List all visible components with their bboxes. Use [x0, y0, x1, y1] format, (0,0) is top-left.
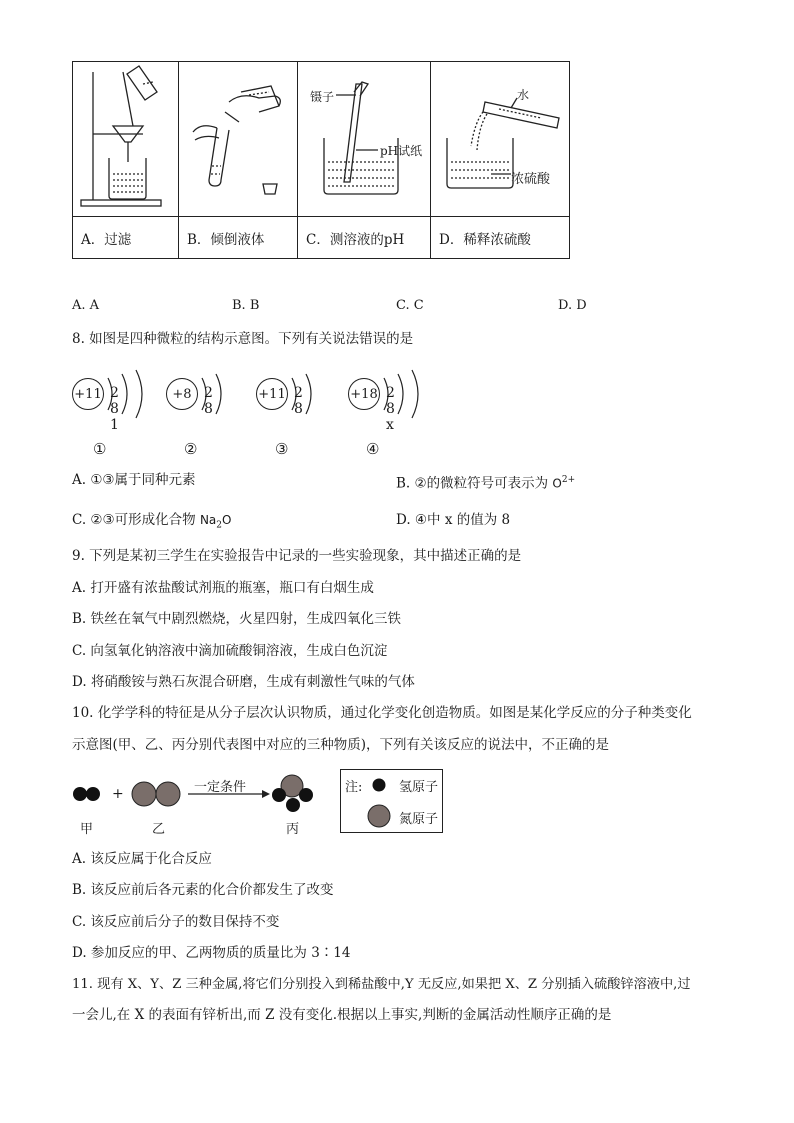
tweezer-label: 镊子 — [310, 90, 335, 104]
plus-sign: + — [112, 786, 124, 802]
nucleus: +18 — [348, 378, 380, 410]
q8-option-c[interactable] — [72, 511, 231, 535]
electron-shells-icon — [286, 368, 326, 420]
q10-option-b[interactable]: B. 该反应前后各元素的化合价都发生了改变 — [72, 882, 334, 898]
ph-test-illustration — [298, 62, 431, 217]
nucleus: +11 — [72, 378, 104, 410]
marker-3: ③ — [275, 440, 289, 458]
ph-test-icon — [298, 62, 431, 217]
q9-stem: 9. 下列是某初三学生在实验报告中记录的一些实验现象，其中描述正确的是 — [72, 548, 522, 564]
formula-o: O — [222, 513, 232, 527]
marker-4: ④ — [366, 440, 380, 458]
label-jia: 甲 — [80, 822, 94, 837]
q8-stem: 8. 如图是四种微粒的结构示意图。下列有关说法错误的是 — [72, 331, 414, 347]
molecule-bing — [272, 775, 313, 812]
q7-apparatus-table — [72, 61, 570, 259]
q11-line1: 11. 现有 X、Y、Z 三种金属,将它们分别投入到稀盐酸中,Y 无反应,如果把 X、Z 分别插入硫酸锌溶液中,过 — [72, 977, 691, 992]
q9-option-d[interactable]: D. 将硝酸铵与熟石灰混合研磨，生成有刺激性气味的气体 — [72, 674, 415, 690]
shell-electrons: 2 8 — [294, 385, 306, 417]
option-b-cell: B．倾倒液体 — [179, 217, 298, 258]
shell-electrons: 2 8 1 — [110, 385, 122, 433]
q10-stem-line1: 10. 化学学科的特征是从分子层次认识物质，通过化学变化创造物质。如图是某化学反应的分子种类变化 — [72, 705, 692, 721]
q10-option-a[interactable]: A. 该反应属于化合反应 — [72, 851, 212, 867]
option-c-cell: C．测溶液的pH — [298, 217, 431, 258]
q7-option-d[interactable]: D. D — [558, 298, 587, 313]
q7-option-b[interactable]: B. B — [232, 298, 260, 313]
option-a-cell: A．过滤 — [73, 217, 179, 258]
label-bing: 丙 — [286, 822, 300, 837]
nitrogen-atom-icon — [365, 802, 393, 830]
q10-stem-line2: 示意图(甲、乙、丙分别代表图中对应的三种物质)，下列有关该反应的说法中，不正确的是 — [72, 737, 610, 753]
marker-2: ② — [184, 440, 198, 458]
q7-option-a[interactable]: A. A — [72, 298, 100, 313]
q10-option-c[interactable]: C. 该反应前后分子的数目保持不变 — [72, 914, 280, 930]
formula-na: Na — [199, 513, 217, 527]
q10-option-d[interactable]: D. 参加反应的甲、乙两物质的质量比为 3∶14 — [72, 945, 351, 961]
nucleus: +8 — [166, 378, 198, 410]
legend-title: 注: — [345, 780, 363, 795]
q8-option-a[interactable]: A. ①③属于同种元素 — [72, 472, 196, 488]
option-b-text: B. ②的微粒符号可表示为 — [396, 475, 549, 492]
pouring-icon — [179, 62, 298, 217]
q8-option-b[interactable] — [396, 471, 575, 493]
q9-option-c[interactable]: C. 向氢氧化钠溶液中滴加硫酸铜溶液，生成白色沉淀 — [72, 643, 388, 659]
condition-label: 一定条件 — [194, 780, 247, 795]
ph-paper-label: pH试纸 — [380, 144, 423, 158]
formula-subscript: 2 — [216, 520, 223, 531]
atom-legend — [340, 769, 443, 833]
filtration-illustration — [73, 62, 179, 217]
q7-option-c[interactable]: C. C — [396, 298, 424, 313]
molecule-jia — [73, 787, 100, 801]
dilution-icon — [431, 62, 569, 217]
dilute-acid-illustration — [431, 62, 569, 217]
option-d-cell: D．稀释浓硫酸 — [439, 231, 531, 248]
water-label: 水 — [517, 88, 530, 102]
oxygen-symbol: O — [552, 476, 562, 491]
charge-superscript: 2+ — [561, 475, 576, 485]
acid-label: 浓硫酸 — [511, 172, 551, 187]
pouring-liquid-illustration — [179, 62, 298, 217]
q9-option-a[interactable]: A. 打开盛有浓盐酸试剂瓶的瓶塞，瓶口有白烟生成 — [72, 580, 374, 596]
shell-electrons: 2 8 x — [386, 385, 398, 433]
filtration-icon — [73, 62, 179, 217]
hydrogen-atom-icon — [369, 775, 389, 795]
molecule-yi — [132, 782, 180, 806]
marker-1: ① — [93, 440, 107, 458]
electron-shells-icon — [196, 368, 236, 420]
q9-option-b[interactable]: B. 铁丝在氧气中剧烈燃烧，火星四射，生成四氧化三铁 — [72, 611, 402, 627]
label-yi: 乙 — [152, 822, 166, 837]
q11-line2: 一会儿,在 X 的表面有锌析出,而 Z 没有变化.根据以上事实,判断的金属活动性顺序正确的是 — [72, 1007, 612, 1023]
q8-option-d[interactable]: D. ④中 x 的值为 8 — [396, 512, 511, 528]
option-c-text: C. ②③可形成化合物 — [72, 512, 196, 528]
shell-electrons: 2 8 — [204, 385, 216, 417]
legend-hydrogen: 氢原子 — [399, 780, 439, 795]
nucleus: +11 — [256, 378, 288, 410]
legend-nitrogen: 氮原子 — [399, 812, 439, 827]
